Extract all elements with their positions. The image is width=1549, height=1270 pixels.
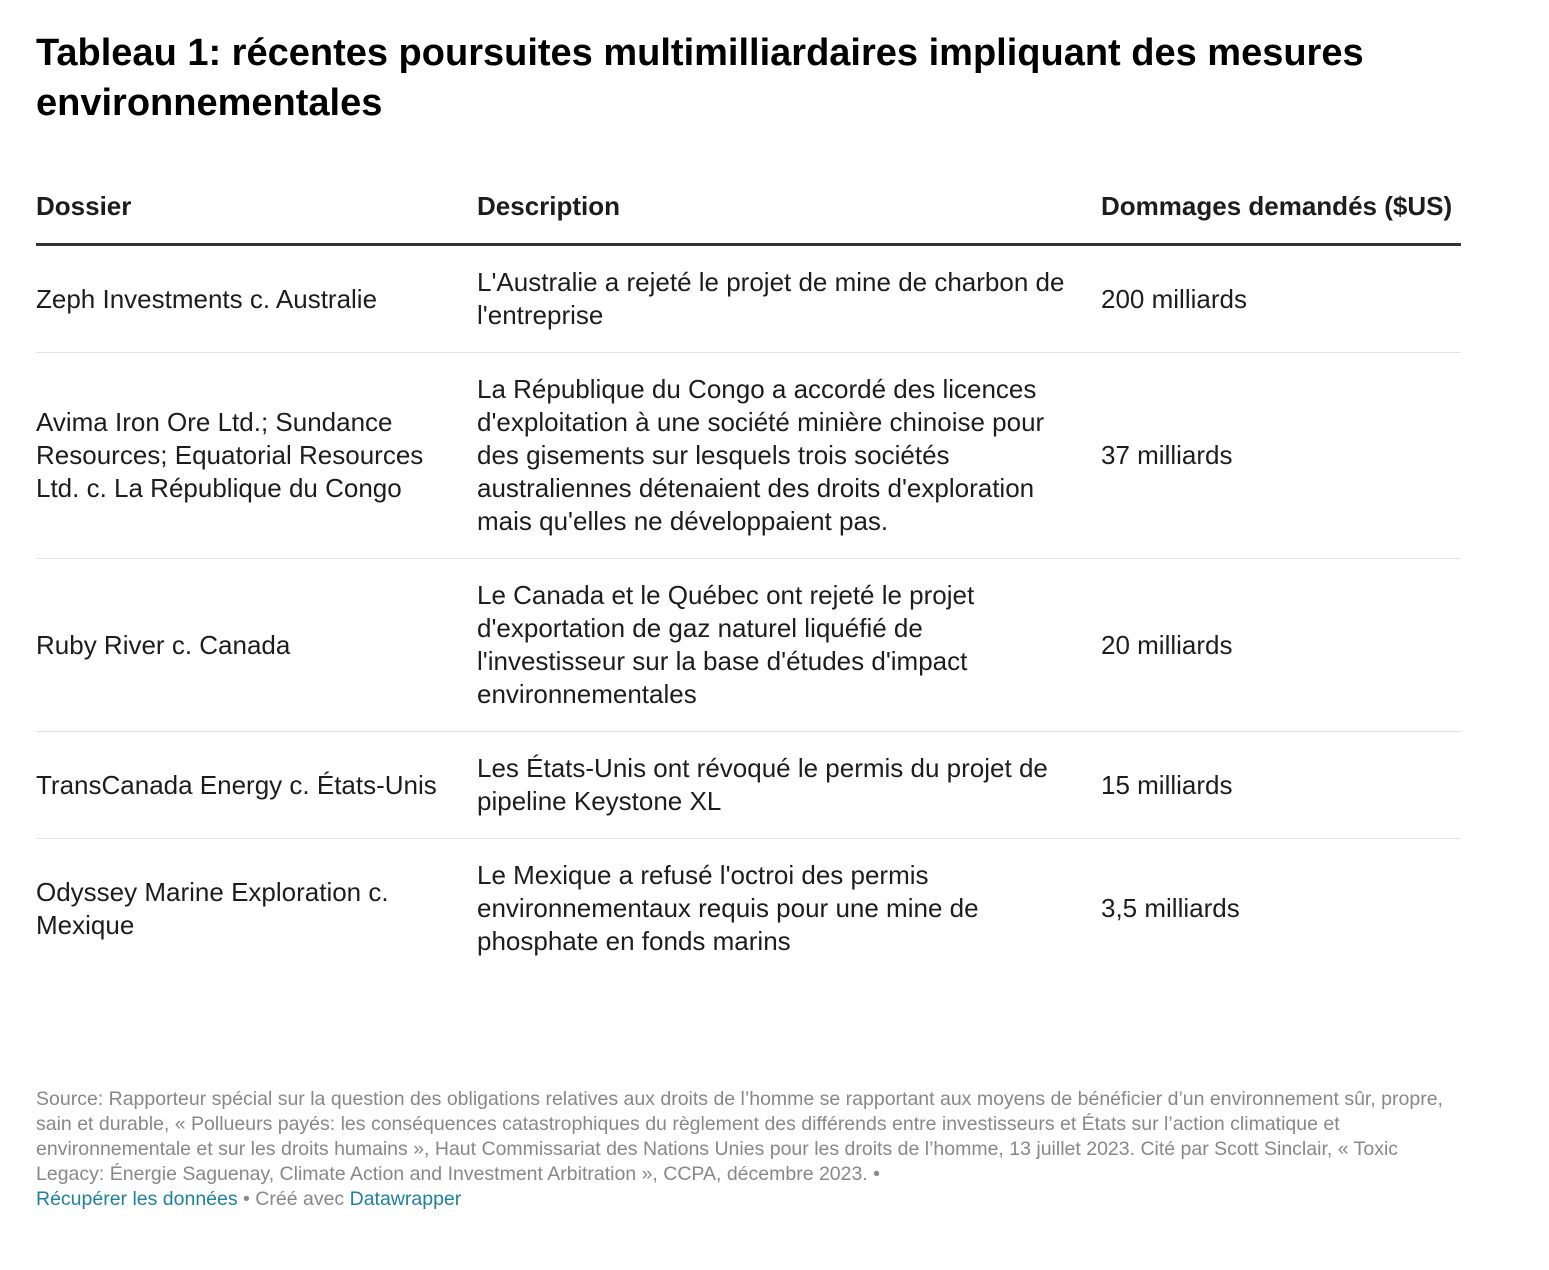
page-title: Tableau 1: récentes poursuites multimilliardaires impliquant des mesures environnementales [36, 32, 1364, 124]
table-header-row [36, 188, 1461, 245]
cell-dossier: TransCanada Energy c. États-Unis [36, 732, 477, 839]
footer-separator: • [867, 1163, 880, 1185]
table-row [36, 245, 1461, 353]
cell-dommages: 3,5 milliards [1101, 893, 1240, 923]
cell-dossier: Ruby River c. Canada [36, 559, 477, 732]
data-table [36, 188, 1461, 978]
cell-description: La République du Congo a accordé des licences d'exploitation à une société minière chinoise pour des gisements sur lesquels trois sociétés australiennes détenaient des droits d'exploration mais qu'elles ne développaient pas. [477, 353, 1101, 559]
table-row [36, 353, 1461, 559]
cell-dossier: Zeph Investments c. Australie [36, 245, 477, 353]
created-with-text: • Créé avec [237, 1188, 350, 1210]
cell-dommages: 20 milliards [1101, 559, 1461, 732]
cell-description: Le Canada et le Québec ont rejeté le projet d'exportation de gaz naturel liquéfié de l'investisseur sur la base d'études d'impact environnementales [477, 559, 1101, 732]
cell-dommages: 200 milliards [1101, 245, 1461, 353]
cell-description: Les États-Unis ont révoqué le permis du projet de pipeline Keystone XL [477, 732, 1101, 839]
column-header-dommages[interactable]: Dommages demandés ($US) [1101, 188, 1461, 245]
table-row [36, 839, 1461, 979]
cell-dossier: Avima Iron Ore Ltd.; Sundance Resources; Equatorial Resources Ltd. c. La République du Congo [36, 353, 477, 559]
table-container [36, 28, 1461, 978]
get-data-link[interactable]: Récupérer les données [36, 1188, 238, 1210]
table-row [36, 559, 1461, 732]
cell-dommages: 37 milliards [1101, 353, 1461, 559]
cell-dossier: Odyssey Marine Exploration c. Mexique [36, 876, 389, 940]
source-note [36, 1087, 1456, 1212]
column-header-dossier[interactable]: Dossier [36, 188, 477, 245]
cell-dommages: 15 milliards [1101, 732, 1461, 839]
datawrapper-link[interactable]: Datawrapper [349, 1188, 462, 1210]
source-text: Source: Rapporteur spécial sur la question des obligations relatives aux droits de l’homme se rapportant aux moyens de bénéficier d’un environnement sûr, propre, sain et durable, « Pollueurs payés: les conséquences catastrophiques du règlement des différends entre investisseurs et États sur l’action climatique et environnementale et sur les droits humains », Haut Commissariat des Nations Unies pour les droits de l’homme, 13 juillet 2023. Cité par Scott Sinclair, « Toxic Legacy: Énergie Saguenay, Climate Action and Investment Arbitration », CCPA, décembre 2023. [36, 1088, 1443, 1185]
table-row [36, 732, 1461, 839]
cell-description: Le Mexique a refusé l'octroi des permis environnementaux requis pour une mine de phosphate en fonds marins [477, 860, 979, 956]
column-header-description[interactable]: Description [477, 188, 1101, 245]
cell-description: L'Australie a rejeté le projet de mine de charbon de l'entreprise [477, 245, 1101, 353]
